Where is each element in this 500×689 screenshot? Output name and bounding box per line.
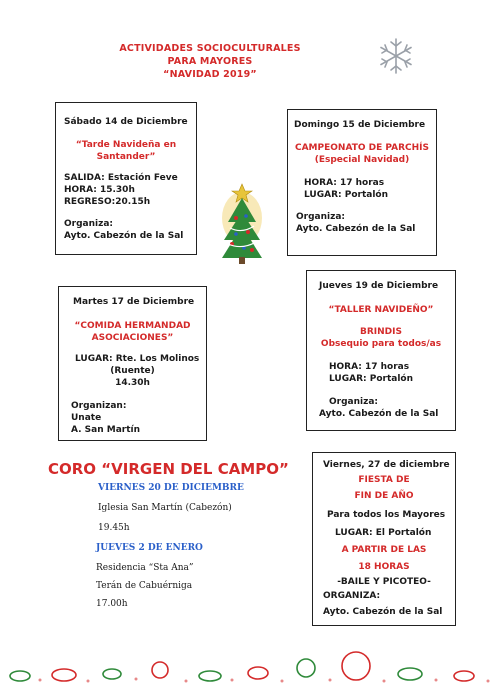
event-date: Viernes, 27 de diciembre	[323, 460, 450, 470]
event-brindis: BRINDIS	[360, 327, 402, 337]
event-baile: -BAILE Y PICOTEO-	[337, 577, 431, 587]
coro-title: CORO “VIRGEN DEL CAMPO”	[48, 460, 289, 478]
coro-place-2b: Terán de Cabuérniga	[96, 581, 193, 591]
event-organiza-label: ORGANIZA:	[323, 591, 381, 601]
event-organizer-1: Unate	[71, 413, 102, 423]
event-date: Jueves 19 de Diciembre	[319, 281, 439, 291]
event-hora: 14.30h	[115, 378, 150, 388]
event-salida: SALIDA: Estación Feve	[64, 173, 178, 183]
event-title: “Tarde Navideña en	[75, 140, 177, 150]
title-line-2: PARA MAYORES	[167, 56, 253, 67]
snowflake-icon	[376, 36, 416, 76]
event-date: Domingo 15 de Diciembre	[294, 120, 426, 130]
page-title	[110, 42, 310, 81]
event-organizer: Ayto. Cabezón de la Sal	[323, 607, 443, 617]
event-para: Para todos los Mayores	[327, 510, 446, 520]
event-box-jueves	[306, 270, 456, 431]
event-regreso: REGRESO:20.15h	[64, 197, 151, 207]
coro-place-2a: Residencia “Sta Ana”	[96, 563, 194, 573]
event-title-cont: Santander”	[96, 152, 156, 162]
title-line-3: “NAVIDAD 2019”	[163, 69, 257, 80]
event-date: Martes 17 de Diciembre	[73, 297, 195, 307]
event-lugar-cont: (Ruente)	[110, 366, 155, 376]
event-date: Sábado 14 de Diciembre	[64, 117, 188, 127]
event-hora: HORA: 17 horas	[329, 362, 410, 372]
event-title: CAMPEONATO DE PARCHÍS	[294, 143, 430, 153]
event-fiesta-2: FIN DE AÑO	[354, 491, 414, 501]
title-line-1: ACTIVIDADES SOCIOCULTURALES	[119, 43, 301, 54]
event-title-cont: ASOCIACIONES”	[91, 333, 174, 343]
event-box-viernes	[312, 452, 456, 626]
event-box-domingo	[287, 109, 437, 256]
event-lugar: LUGAR: El Portalón	[335, 528, 432, 538]
coro-time-1: 19.45h	[98, 523, 130, 533]
event-fiesta-1: FIESTA DE	[358, 475, 410, 485]
event-title: “TALLER NAVIDEÑO”	[328, 305, 434, 315]
event-lugar: LUGAR: Portalón	[304, 190, 389, 200]
coro-place-1: Iglesia San Martín (Cabezón)	[98, 503, 232, 513]
event-box-sabado	[55, 102, 197, 255]
event-title-cont: (Especial Navidad)	[314, 155, 410, 165]
event-organizer: Ayto. Cabezón de la Sal	[296, 224, 416, 234]
event-hora: HORA: 15.30h	[64, 185, 135, 195]
ornaments-border	[0, 650, 500, 689]
event-organizer: Ayto. Cabezón de la Sal	[64, 231, 184, 241]
event-lugar: LUGAR: Rte. Los Molinos	[75, 354, 200, 364]
coro-date-2: JUEVES 2 DE ENERO	[96, 543, 203, 553]
event-box-martes	[58, 286, 207, 441]
coro-date-1: VIERNES 20 DE DICIEMBRE	[98, 483, 244, 493]
event-organiza-label: Organiza:	[296, 212, 346, 222]
event-apartir-1: A PARTIR DE LAS	[341, 545, 427, 555]
event-hora: HORA: 17 horas	[304, 178, 385, 188]
event-organizan-label: Organizan:	[71, 401, 127, 411]
event-organizer: Ayto. Cabezón de la Sal	[319, 409, 439, 419]
event-organiza-label: Organiza:	[329, 397, 379, 407]
event-obsequio: Obsequio para todos/as	[320, 339, 442, 349]
coro-time-2: 17.00h	[96, 599, 128, 609]
event-apartir-2: 18 HORAS	[358, 562, 410, 572]
christmas-tree-icon	[214, 178, 270, 268]
event-lugar: LUGAR: Portalón	[329, 374, 414, 384]
event-organiza-label: Organiza:	[64, 219, 114, 229]
event-organizer-2: A. San Martín	[71, 425, 141, 435]
event-title: “COMIDA HERMANDAD	[74, 321, 191, 331]
